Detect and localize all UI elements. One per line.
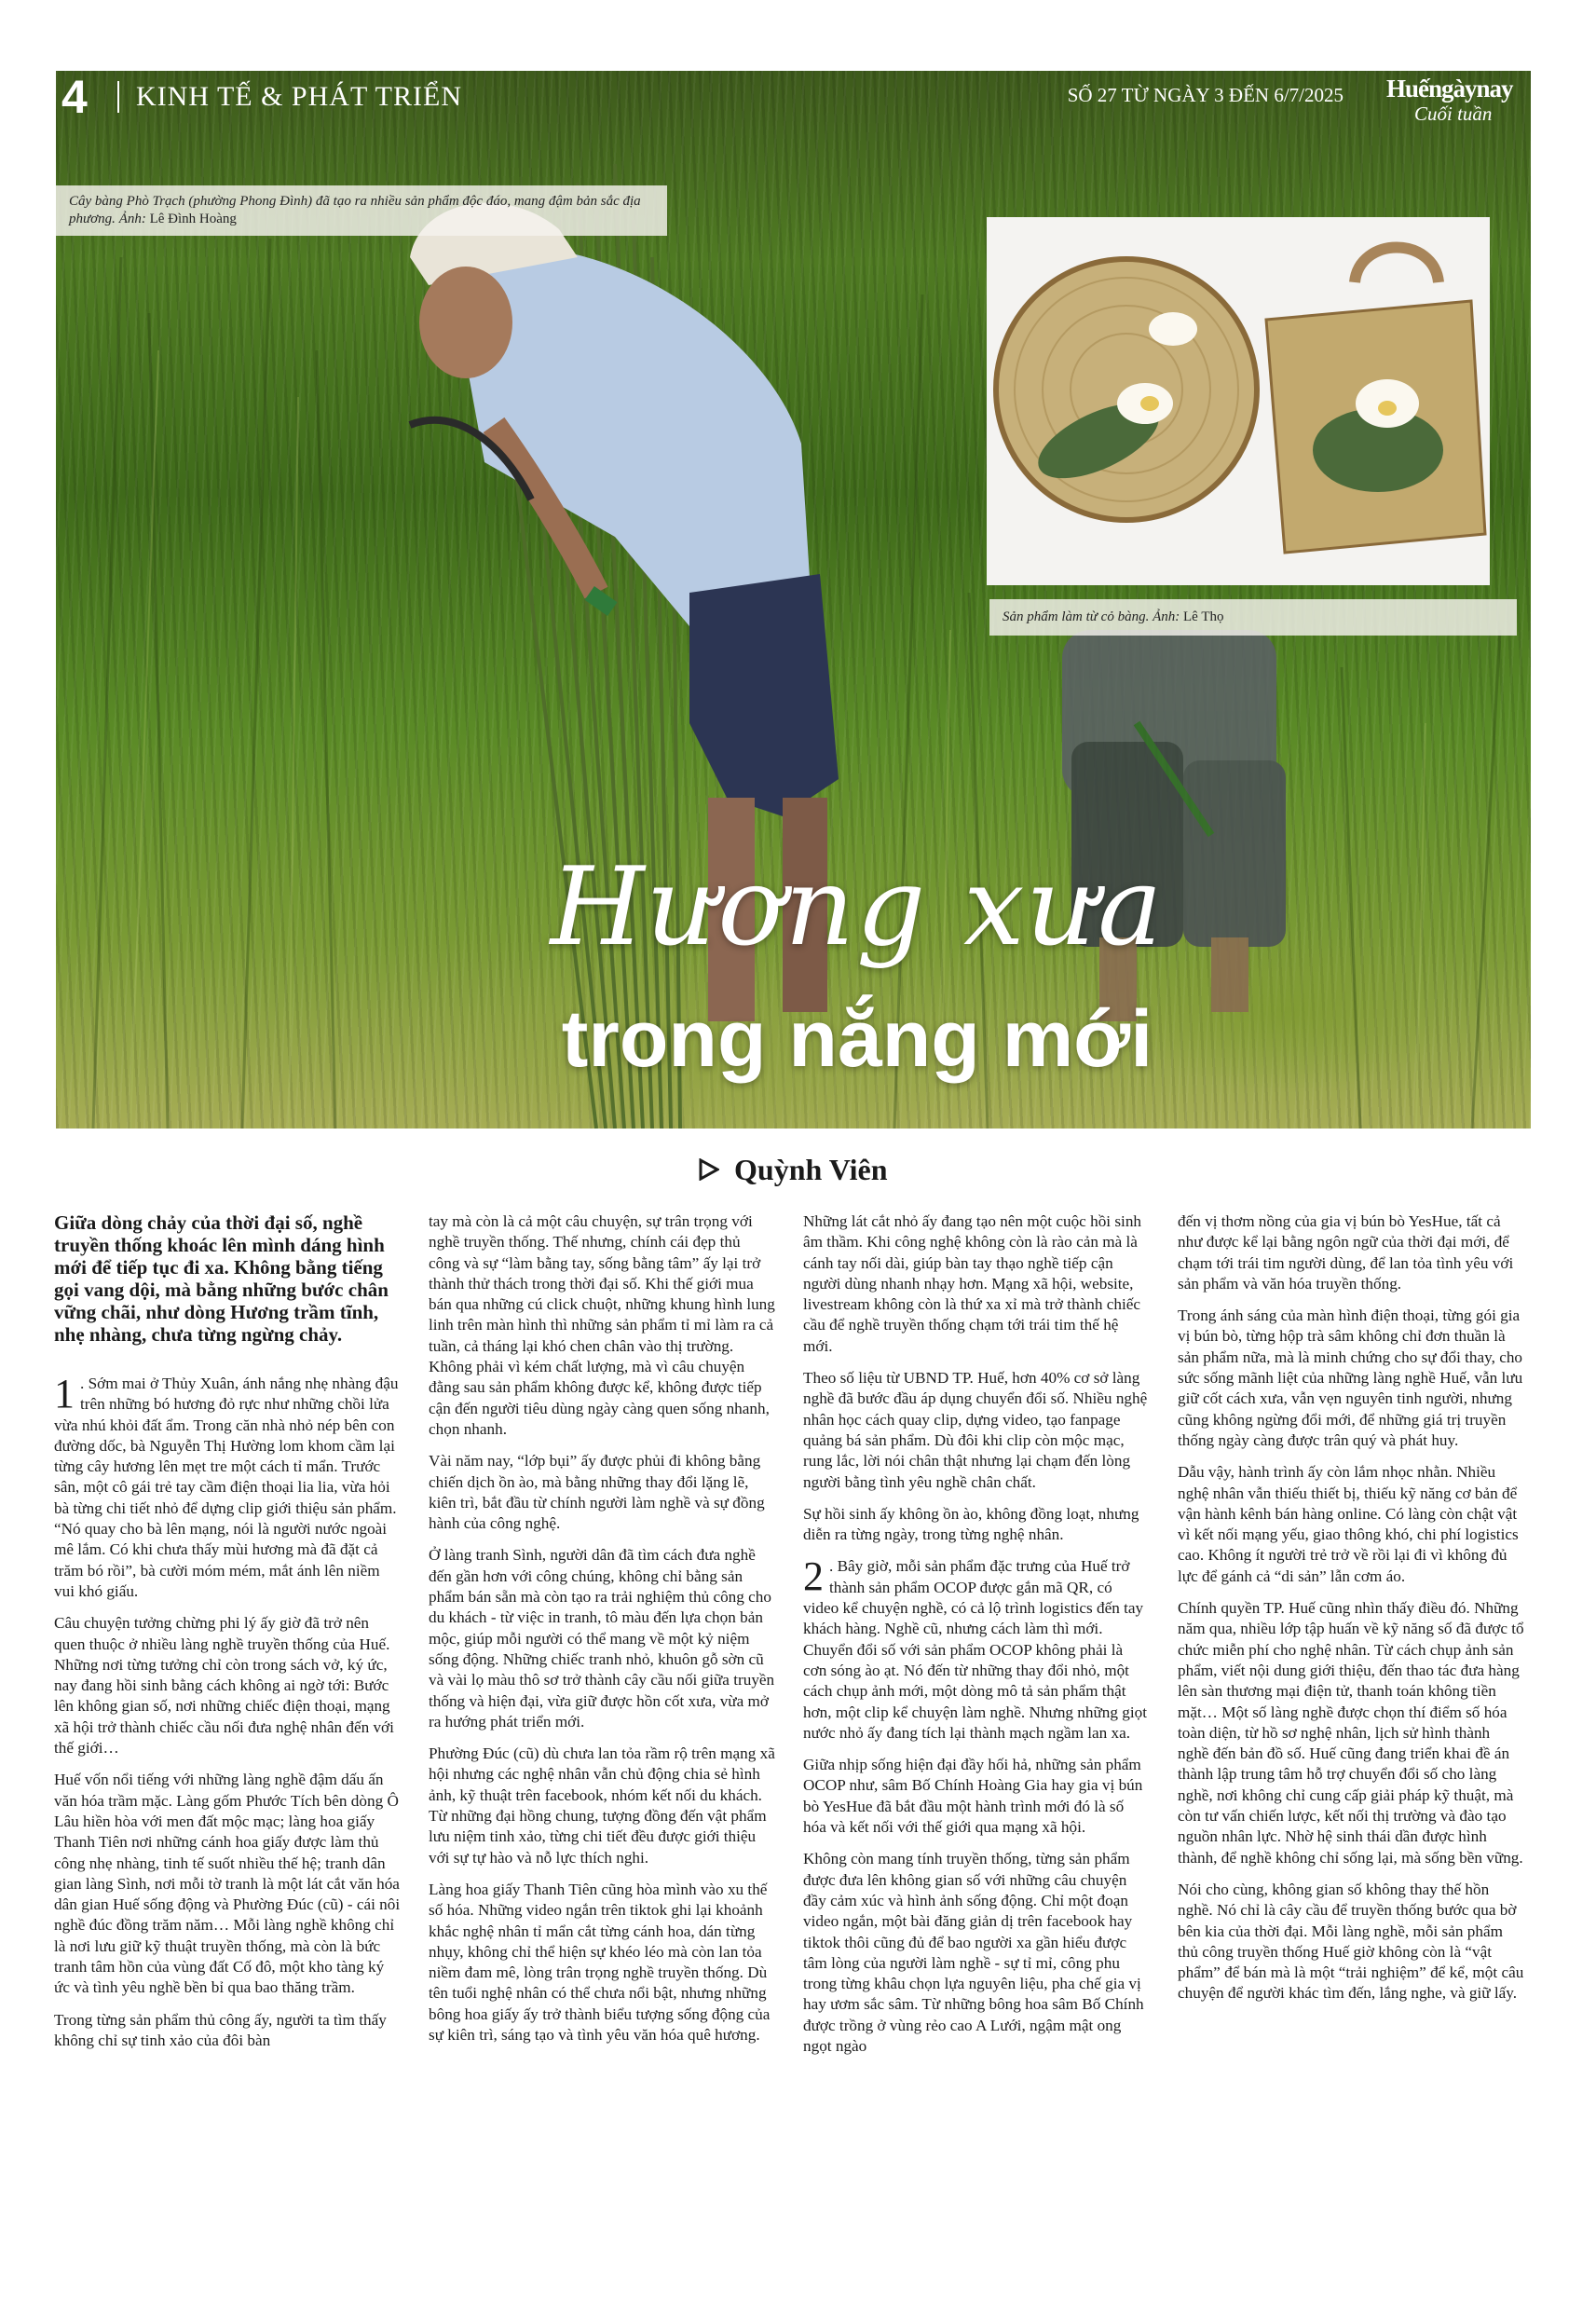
headline-subtitle: trong nắng mới (561, 994, 1153, 1084)
logo-main-text: Huếngàynay (1386, 75, 1513, 103)
conical-hat-icon (996, 259, 1257, 520)
article-paragraph: Những lát cắt nhỏ ấy đang tạo nên một cuộc hồi sinh âm thầm. Khi công nghệ không còn là rào cản mà là cánh tay nối dài, giúp bàn tay thạo nghề tiếp cận người dùng nhanh nhạy hơn. Mạng xã hội, website, livestream không còn là thứ xa xỉ mà trở thành chiếc cầu để nghề truyền thống chạm tới trái tim thế hệ mới. (803, 1212, 1142, 1355)
woven-bag-icon (1266, 248, 1485, 554)
article-paragraph: Trong ánh sáng của màn hình điện thoại, từng gói gia vị bún bò, từng hộp trà sâm không chỉ đơn thuần là sản phẩm nữa, mà là minh chứng cho sự đổi thay, cho sức sống mãnh liệt của những làng nghề Huế, vẫn lưu giữ cốt cách xưa, vẫn vẹn nguyên tinh người, nhưng cũng không ngừng đổi mới, để những giá trị truyền thống ngày càng được trân quý và phát huy. (1178, 1306, 1523, 1449)
article-paragraph: Chính quyền TP. Huế cũng nhìn thấy điều đó. Những năm qua, nhiều lớp tập huấn về kỹ năng số đã được tổ chức miễn phí cho nghệ nhân. Từ cách chụp ảnh sản phẩm, viết nội dung giới thiệu, đến thao tác đưa hàng lên sàn thương mại điện tử, thanh toán không tiền mặt… Một số làng nghề được chọn thí điểm số hóa toàn diện, từ hồ sơ nghệ nhân, lịch sử hình thành nghề đến bản đồ số. Huế cũng đang triển khai đề án thành lập trung tâm hỗ trợ chuyển đổi số cho làng nghề, nơi không chỉ cung cấp giải pháp kỹ thuật, mà còn tư vấn chiến lược, kết nối thị trường và đào tạo nguồn nhân lực. Nhờ hệ sinh thái dần được hình thành, để nghề không chỉ sống lại, mà sống bền vững. (1178, 1599, 1524, 1867)
article-paragraph: Ở làng tranh Sình, người dân đã tìm cách đưa nghề đến gần hơn với công chúng, không chỉ bằng sản phẩm bán sẵn mà còn tạo ra trải nghiệm thủ công cho du khách - từ việc in tranh, tô màu đến lựa chọn bản mộc, giúp mỗi người có thể mang về một kỷ niệm sống động. Những chiếc tranh nhỏ, khuôn gỗ sờn cũ và vài lọ màu thô sơ trở thành cây cầu nối giữa truyền thống và hiện đại, vừa giữ được hồn cốt xưa, vừa mở ra hướng phát triển mới. (429, 1546, 775, 1731)
hero-photo (56, 71, 1531, 1129)
product-photo (987, 217, 1490, 585)
logo-sub-text: Cuối tuần (1414, 103, 1493, 125)
author-name: Quỳnh Viên (734, 1152, 888, 1186)
article-paragraph: Trong từng sản phẩm thủ công ấy, người ta tìm thấy không chỉ sự tinh xảo của đôi bàn (54, 2010, 387, 2049)
masthead-divider (117, 81, 119, 113)
caption-text: Cây bàng Phò Trạch (phường Phong Đình) đã tạo ra nhiều sản phẩm độc đáo, mang đậm bản sắc địa phương. (69, 194, 641, 226)
section-number: 2 (803, 1553, 824, 1600)
article-paragraph: Phường Đúc (cũ) dù chưa lan tỏa rầm rộ trên mạng xã hội nhưng các nghệ nhân vẫn chủ động chia sẻ hình ảnh, kỹ thuật trên facebook, nhóm kết nối du khách. Từ những đại hồng chung, tượng đồng đến vật phẩm lưu niệm tinh xảo, từng chi tiết đều được giới thiệu với sự tự hào và nỗ lực thích nghi. (429, 1744, 775, 1867)
section-number: 1 (54, 1371, 75, 1416)
caption-credit-label: Ảnh: (118, 212, 150, 226)
article-column-4 (1178, 1211, 1524, 2283)
article-paragraph: đến vị thơm nồng của gia vị bún bò YesHue, tất cả như được kể lại bằng ngôn ngữ của thời đại mới, để chạm tới trái tim người dùng, để lan tỏa tình yêu với sản phẩm và văn hóa truyền thống. (1178, 1212, 1514, 1293)
article-paragraph (803, 1553, 1150, 1744)
caption-credit-name: Lê Đình Hoàng (149, 212, 237, 226)
article-paragraph: Nói cho cùng, không gian số không thay thế hồn nghề. Nó chỉ là cây cầu để truyền thống bước qua bờ bên kia của thời đại. Mỗi làng nghề, mỗi sản phẩm thủ công truyền thống Huế giờ không còn là “vật phẩm” để bán mà là một “trải nghiệm” để kể, một câu chuyện để người khác tìm đến, lắng nghe, và giữ lấy. (1178, 1880, 1524, 2003)
page-number: 4 (61, 71, 88, 123)
article-paragraph: Giữa nhịp sống hiện đại đầy hối hả, những sản phẩm OCOP như, sâm Bố Chính Hoàng Gia hay gia vị bún bò YesHue đã bắt đầu một hành trình mới đó là số hóa và kết nối với thế giới qua mạng xã hội. (803, 1756, 1143, 1837)
headline-script: Hương xưa (550, 844, 1165, 970)
byline (699, 1148, 978, 1191)
article-paragraph: Làng hoa giấy Thanh Tiên cũng hòa mình vào xu thế số hóa. Những video ngắn trên tiktok ghi lại khoảnh khắc nghệ nhân tỉ mẩn cắt từng cánh hoa, dán từng nhụy, không chỉ thể hiện sự khéo léo mà còn lan tỏa niềm đam mê, lòng trân trọng nghề truyền thống. Dù tên tuổi nghệ nhân có thể chưa nổi bật, nhưng những bông hoa giấy ấy trở thành biểu tượng sống động của sự kiên trì, sáng tạo và tình yêu văn hóa quê hương. (429, 1880, 771, 2044)
article-column-1 (54, 1211, 401, 2283)
article-paragraph: Câu chuyện tưởng chừng phi lý ấy giờ đã trở nên quen thuộc ở nhiều làng nghề truyền thống của Huế. Những nơi từng tưởng chỉ còn trong sách vở, ký ức, nay đang hồi sinh bằng cách không ai ngờ tới: Bước lên không gian số, nơi những chiếc điện thoại, mạng xã hội trở thành chiếc cầu nối đưa nghệ nhân đến với thế giới… (54, 1614, 394, 1758)
caption-text: Sản phẩm làm từ cỏ bàng. (1003, 609, 1153, 624)
article-paragraph: Vài năm nay, “lớp bụi” ấy được phủi đi không bằng chiến dịch ồn ào, mà bằng những thay đổi lặng lẽ, kiên trì, bắt đầu từ chính người làm nghề và sự đồng hành của công nghệ. (429, 1452, 765, 1533)
paragraph-text: . Sớm mai ở Thủy Xuân, ánh nắng nhẹ nhàng đậu trên những bó hương đỏ rực như những chồi lửa vừa nhú khỏi đất ẩm. Trong căn nhà nhỏ nép bên con đường dốc, bà Nguyễn Thị Hường lom khom cầm lại từng cây hương lên mẹt tre một cách tỉ mẩn. Trước sân, một cô gái trẻ tay cầm điện thoại lia lia, vừa hỏi bà từng chi tiết nhỏ để dựng clip giới thiệu sản phẩm. “Nó quay cho bà lên mạng, nói là người nước ngoài mê lắm. Có khi chưa thấy mùi hương mà đã đặt cả trăm bó rồi”, bà cười móm mém, mắt ánh lên niềm vui khó giấu. (54, 1375, 399, 1600)
article-lede: Giữa dòng chảy của thời đại số, nghề truyền thống khoác lên mình dáng hình mới để tiếp tục đi xa. Không bằng tiếng gọi vang dội, mà bằng những bước chân vững chãi, như dòng Hương trầm tĩnh, nhẹ nhàng, chưa từng ngừng chảy. (54, 1211, 389, 1346)
article-paragraph: Sự hồi sinh ấy không ồn ào, không đồng loạt, nhưng diễn ra từng ngày, trong từng nghệ nhân. (803, 1504, 1139, 1544)
article-column-2 (429, 1211, 775, 2283)
newspaper-logo (1386, 73, 1526, 125)
caption-credit-label: Ảnh: (1153, 609, 1184, 624)
product-illustration (987, 217, 1490, 585)
article-paragraph: Huế vốn nổi tiếng với những làng nghề đậm dấu ấn văn hóa trầm mặc. Làng gốm Phước Tích bên dòng Ô Lâu hiền hòa với men đất mộc mạc; làng hoa giấy Thanh Tiên nơi những cánh hoa giấy được làm thủ công nhẹ nhàng, tinh tế suốt nhiều thế hệ; tranh dân gian làng Sình, nơi mỗi tờ tranh là một lát cắt văn hóa dân gian Huế sống động và Phường Đúc (cũ) - cái nôi nghề đúc đồng trăm năm… Mỗi làng nghề không chỉ là nơi lưu giữ kỹ thuật truyền thống, mà còn là bức tranh tâm hồn của vùng đất Cố đô, một kho tàng ký ức và tình yêu nghề bền bỉ qua bao thăng trầm. (54, 1771, 401, 1997)
product-photo-caption (989, 599, 1517, 636)
article-paragraph: Theo số liệu từ UBND TP. Huế, hơn 40% cơ sở làng nghề đã bước đầu áp dụng chuyển đổi số. Nhiều nghệ nhân học cách quay clip, dựng video, tạo fanpage quảng bá sản phẩm. Dù đôi khi clip còn mộc mạc, rung lắc, lời nói chân thật nhưng lại chạm đến lòng người bằng tình yêu nghề chân chất. (803, 1369, 1148, 1491)
section-title: KINH TẾ & PHÁT TRIỂN (136, 81, 462, 112)
play-triangle-icon (699, 1158, 719, 1181)
caption-credit-name: Lê Thọ (1183, 609, 1224, 624)
article-paragraph: tay mà còn là cả một câu chuyện, sự trân trọng với nghề truyền thống. Thế nhưng, chính cái đẹp thủ công và sự “làm bằng tay, sống bằng tâm” ấy lại trở thành thử thách trong thời đại số. Khi thế giới mua bán qua những cú click chuột, những khung hình lung linh trên màn hình thì những sản phẩm tỉ mỉ làm ra cả tuần, cả tháng lại khó chen chân vào thị trường. Không phải vì kém chất lượng, mà vì câu chuyện đằng sau sản phẩm không được kể, không được tiếp cận đến người tiêu dùng ngày càng quen sống nhanh, chọn nhanh. (429, 1212, 775, 1438)
paragraph-text: . Bây giờ, mỗi sản phẩm đặc trưng của Huế trở thành sản phẩm OCOP được gắn mã QR, có video kể chuyện nghề, có cả lộ trình logistics đến tay khách hàng. Nghề cũ, nhưng cách làm thì mới. Chuyển đổi số với sản phẩm OCOP không phải là cơn sóng ào ạt. Nó đến từ những thay đổi nhỏ, một cách chụp ảnh mới, một dòng mô tả sản phẩm thật hơn, một clip kể chuyện làm nghề. Nhưng những giọt nước nhỏ ấy đang tích lại thành mạch ngầm lan xa. (803, 1557, 1148, 1742)
issue-info: SỐ 27 TỪ NGÀY 3 ĐẾN 6/7/2025 (1067, 84, 1344, 106)
article-column-3 (803, 1211, 1150, 2283)
article-paragraph (54, 1371, 401, 1602)
main-photo-caption (56, 185, 667, 236)
article-paragraph: Không còn mang tính truyền thống, từng sản phẩm được đưa lên không gian số với những câu chuyện đầy cảm xúc và hình ảnh sống động. Chỉ một đoạn video ngắn, một bài đăng giản dị trên facebook hay tiktok thôi cũng đủ để bao người xa gần hiểu được tâm lòng của người làm nghề - sự tỉ mỉ, công phu trong từng khâu chọn lựa nguyên liệu, pha chế gia vị hay ươm sắc sâm. Từ những bông hoa sâm Bố Chính được trồng ở vùng rẻo cao A Lưới, ngậm mật ong ngọt ngào (803, 1850, 1144, 2055)
article-paragraph: Dẫu vậy, hành trình ấy còn lắm nhọc nhằn. Nhiều nghệ nhân vẫn thiếu thiết bị, thiếu kỹ năng cơ bản để vận hành kênh bán hàng online. Có làng còn chật vật vì kết nối mạng yếu, giao thông khó, chi phí logistics cao. Không ít người trẻ trở về rồi lại đi vì không đủ lực để gánh cả “di sản” lẫn cơm áo. (1178, 1463, 1519, 1585)
